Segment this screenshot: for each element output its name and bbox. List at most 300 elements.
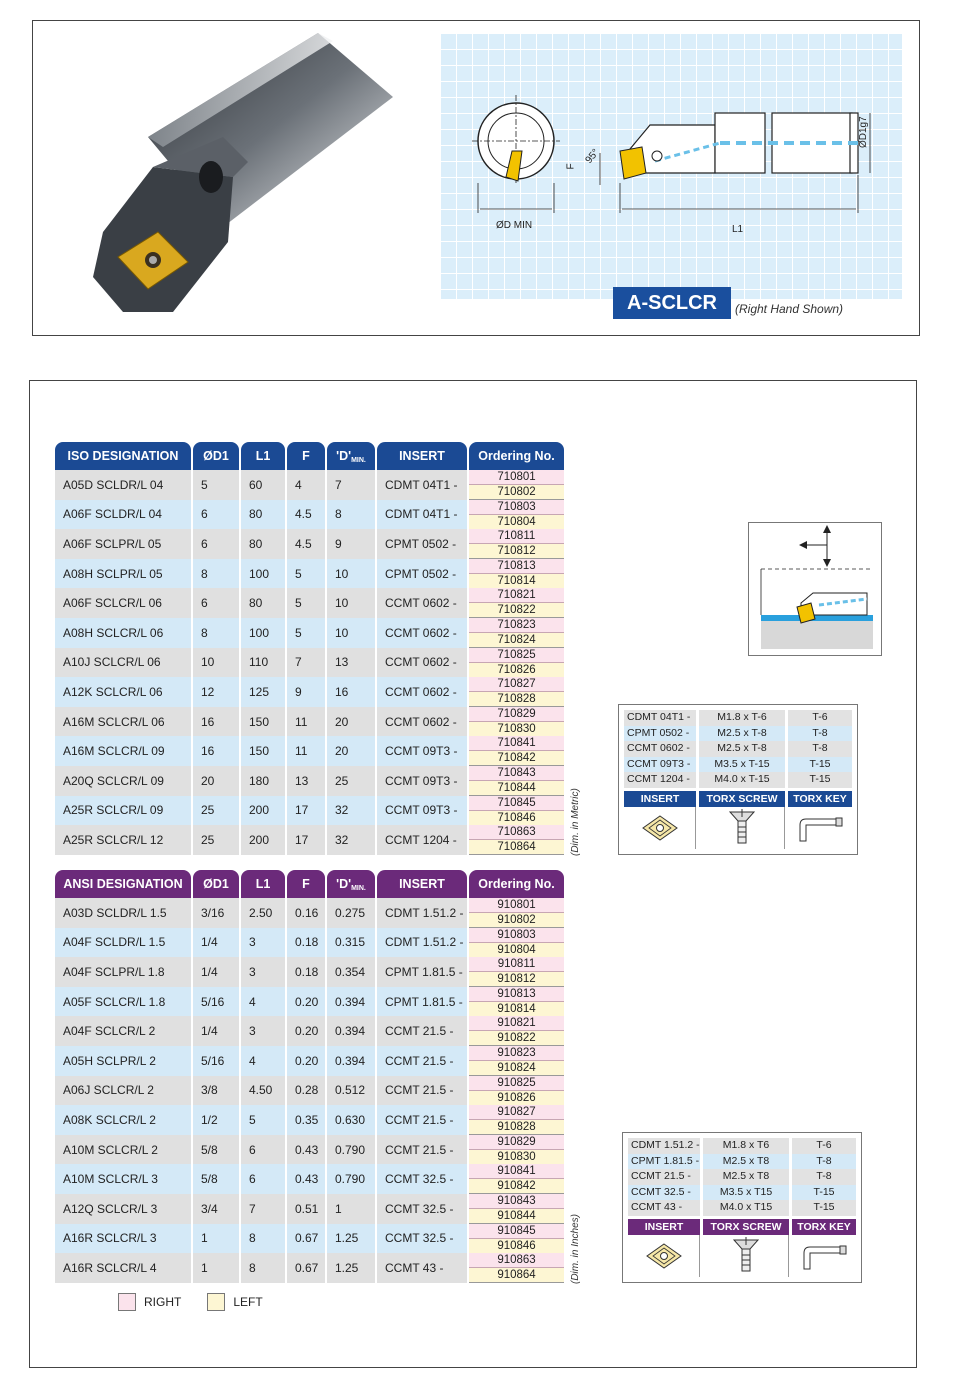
left-hand-ordering-no: 710812: [469, 544, 564, 559]
right-hand-ordering-no: 910823: [469, 1046, 564, 1061]
right-hand-ordering-no: 910845: [469, 1224, 564, 1239]
acc-insert-cell: CCMT 09T3 -: [624, 757, 696, 773]
left-hand-ordering-no: 910812: [469, 972, 564, 987]
acc-screw-cell: M4.0 x T-15: [699, 772, 785, 788]
acc-insert-cell: CDMT 04T1 -: [624, 710, 696, 726]
iso-spec-table: [53, 442, 566, 855]
d1-cell: 5/16: [193, 1046, 239, 1076]
f-cell: 0.67: [287, 1224, 325, 1254]
acc-insert-cell: CPMT 0502 -: [624, 726, 696, 742]
left-hand-ordering-no: 910864: [469, 1268, 564, 1283]
table-row: [55, 736, 564, 766]
d1-cell: 12: [193, 677, 239, 707]
torx-screw-icon: [699, 807, 785, 849]
acc-header: TORX KEY: [792, 1219, 856, 1235]
color-legend: [118, 1293, 263, 1311]
ordering-cell: [469, 1076, 564, 1106]
d1-cell: 8: [193, 618, 239, 648]
insert-cell: CPMT 0502 -: [377, 559, 467, 589]
table-row: [55, 825, 564, 855]
dmin-cell: 0.790: [327, 1164, 375, 1194]
right-hand-ordering-no: 910803: [469, 928, 564, 943]
insert-cell: CPMT 1.81.5 -: [377, 957, 467, 987]
designation-cell: A04F SCLDR/L 1.5: [55, 928, 191, 958]
f-cell: 0.35: [287, 1105, 325, 1135]
d1-cell: 25: [193, 796, 239, 826]
designation-cell: A25R SCLCR/L 12: [55, 825, 191, 855]
table-row: [55, 1016, 564, 1046]
ordering-cell: [469, 1105, 564, 1135]
insert-cell: CCMT 09T3 -: [377, 796, 467, 826]
insert-cell: CCMT 09T3 -: [377, 766, 467, 796]
l1-cell: 8: [241, 1253, 285, 1283]
insert-cell: CDMT 1.51.2 -: [377, 898, 467, 928]
l1-cell: 4.50: [241, 1076, 285, 1106]
inch-accessory-table: [622, 1132, 862, 1283]
dmin-cell: 20: [327, 707, 375, 737]
dmin-cell: 0.394: [327, 987, 375, 1017]
dmin-cell: 7: [327, 470, 375, 500]
f-cell: 0.67: [287, 1253, 325, 1283]
ordering-cell: [469, 648, 564, 678]
acc-insert-cell: CCMT 1204 -: [624, 772, 696, 788]
left-hand-ordering-no: 910824: [469, 1061, 564, 1076]
l1-cell: 150: [241, 736, 285, 766]
right-hand-ordering-no: 710845: [469, 796, 564, 811]
l1-cell: 3: [241, 957, 285, 987]
l1-cell: 5: [241, 1105, 285, 1135]
table-row: [55, 1076, 564, 1106]
acc-key-cell: T-15: [788, 772, 852, 788]
insert-icon: [628, 1235, 700, 1277]
d1-cell: 16: [193, 707, 239, 737]
designation-cell: A08H SCLPR/L 05: [55, 559, 191, 589]
insert-cell: CCMT 0602 -: [377, 618, 467, 648]
table-row: [55, 707, 564, 737]
right-hand-ordering-no: 710821: [469, 588, 564, 603]
acc-key-cell: T-8: [792, 1169, 856, 1185]
f-cell: 0.18: [287, 957, 325, 987]
acc-header: INSERT: [624, 791, 696, 807]
f-cell: 17: [287, 825, 325, 855]
f-cell: 0.43: [287, 1135, 325, 1165]
ordering-cell: [469, 928, 564, 958]
designation-cell: A16M SCLCR/L 09: [55, 736, 191, 766]
acc-screw-cell: M1.8 x T-6: [699, 710, 785, 726]
col-header: INSERT: [377, 442, 467, 470]
designation-cell: A10J SCLCR/L 06: [55, 648, 191, 678]
left-hand-ordering-no: 710864: [469, 840, 564, 855]
designation-cell: A06J SCLCR/L 2: [55, 1076, 191, 1106]
d1-cell: 6: [193, 588, 239, 618]
ordering-cell: [469, 736, 564, 766]
dmin-cell: 9: [327, 529, 375, 559]
table-row: [55, 928, 564, 958]
l1-cell: 6: [241, 1135, 285, 1165]
acc-key-cell: T-15: [792, 1200, 856, 1216]
ordering-cell: [469, 796, 564, 826]
acc-key-cell: T-15: [792, 1185, 856, 1201]
left-hand-ordering-no: 910844: [469, 1209, 564, 1224]
f-cell: 0.51: [287, 1194, 325, 1224]
acc-screw-cell: M3.5 x T15: [703, 1185, 789, 1201]
l1-cell: 3: [241, 1016, 285, 1046]
dmin-cell: 25: [327, 766, 375, 796]
table-row: [55, 898, 564, 928]
ordering-cell: [469, 898, 564, 928]
ordering-cell: [469, 529, 564, 559]
left-hand-ordering-no: 710822: [469, 603, 564, 618]
ordering-cell: [469, 1135, 564, 1165]
dmin-cell: 8: [327, 500, 375, 530]
right-hand-ordering-no: 910843: [469, 1194, 564, 1209]
dmin-cell: 0.315: [327, 928, 375, 958]
table-row: [55, 1046, 564, 1076]
ordering-cell: [469, 766, 564, 796]
col-header: L1: [241, 870, 285, 898]
l1-cell: 60: [241, 470, 285, 500]
l1-cell: 100: [241, 559, 285, 589]
ordering-cell: [469, 1194, 564, 1224]
d-min-label: ØD MIN: [496, 220, 533, 231]
left-hand-ordering-no: 710844: [469, 781, 564, 796]
left-hand-ordering-no: 710814: [469, 574, 564, 589]
col-header: '$D'_{MIN.}$: [327, 442, 375, 470]
designation-cell: A05D SCLDR/L 04: [55, 470, 191, 500]
insert-cell: CCMT 0602 -: [377, 648, 467, 678]
right-hand-ordering-no: 910825: [469, 1076, 564, 1091]
inch-unit-note: (Dim. in Inches): [570, 1213, 581, 1284]
f-cell: 9: [287, 677, 325, 707]
f-cell: 17: [287, 796, 325, 826]
product-overview-panel: [32, 20, 920, 336]
f-cell: 0.20: [287, 1016, 325, 1046]
right-hand-ordering-no: 710841: [469, 736, 564, 751]
table-row: [55, 677, 564, 707]
right-hand-ordering-no: 710811: [469, 529, 564, 544]
ordering-cell: [469, 1016, 564, 1046]
l1-cell: 200: [241, 796, 285, 826]
torx-key-icon: [788, 807, 852, 849]
d1-cell: 1/4: [193, 957, 239, 987]
table-row: [55, 957, 564, 987]
insert-cell: CCMT 32.5 -: [377, 1224, 467, 1254]
right-hand-ordering-no: 910829: [469, 1135, 564, 1150]
insert-cell: CCMT 43 -: [377, 1253, 467, 1283]
col-header: INSERT: [377, 870, 467, 898]
f-cell: 5: [287, 618, 325, 648]
d1-cell: 25: [193, 825, 239, 855]
left-hand-ordering-no: 710828: [469, 692, 564, 707]
table-row: [55, 1105, 564, 1135]
specifications-panel: [29, 380, 917, 1368]
right-hand-ordering-no: 710803: [469, 500, 564, 515]
ordering-cell: [469, 500, 564, 530]
dmin-cell: 1.25: [327, 1253, 375, 1283]
right-hand-ordering-no: 910813: [469, 987, 564, 1002]
insert-cell: CCMT 21.5 -: [377, 1046, 467, 1076]
insert-cell: CCMT 21.5 -: [377, 1135, 467, 1165]
dmin-cell: 20: [327, 736, 375, 766]
l1-cell: 180: [241, 766, 285, 796]
insert-cell: CCMT 0602 -: [377, 588, 467, 618]
acc-insert-cell: CPMT 1.81.5 -: [628, 1154, 700, 1170]
dmin-cell: 10: [327, 588, 375, 618]
left-hand-ordering-no: 910846: [469, 1239, 564, 1254]
right-swatch: [118, 1293, 136, 1311]
left-hand-ordering-no: 710842: [469, 751, 564, 766]
designation-cell: A25R SCLCR/L 09: [55, 796, 191, 826]
dmin-cell: 10: [327, 618, 375, 648]
designation-cell: A03D SCLDR/L 1.5: [55, 898, 191, 928]
col-header: Ordering No.: [469, 442, 564, 470]
designation-cell: A06F SCLCR/L 06: [55, 588, 191, 618]
table-row: [55, 529, 564, 559]
d1-cell: 5/16: [193, 987, 239, 1017]
left-swatch: [207, 1293, 225, 1311]
tool-holder-photo: [63, 27, 393, 327]
dmin-cell: 13: [327, 648, 375, 678]
dmin-cell: 0.394: [327, 1016, 375, 1046]
ordering-cell: [469, 1164, 564, 1194]
acc-insert-cell: CCMT 21.5 -: [628, 1169, 700, 1185]
f-cell: 0.20: [287, 987, 325, 1017]
d1-cell: 16: [193, 736, 239, 766]
right-hand-ordering-no: 710813: [469, 559, 564, 574]
left-hand-ordering-no: 710824: [469, 633, 564, 648]
table-row: [55, 1164, 564, 1194]
acc-screw-cell: M4.0 x T15: [703, 1200, 789, 1216]
l1-cell: 110: [241, 648, 285, 678]
insert-cell: CCMT 21.5 -: [377, 1016, 467, 1046]
left-hand-ordering-no: 910826: [469, 1091, 564, 1106]
table-row: [55, 796, 564, 826]
acc-key-cell: T-6: [792, 1138, 856, 1154]
d1-cell: 10: [193, 648, 239, 678]
insert-cell: CCMT 0602 -: [377, 677, 467, 707]
table-row: [55, 1135, 564, 1165]
col-header: ØD1: [193, 870, 239, 898]
f-cell: 0.16: [287, 898, 325, 928]
left-hand-ordering-no: 710830: [469, 722, 564, 737]
insert-icon: [624, 807, 696, 849]
dmin-cell: 1: [327, 1194, 375, 1224]
right-hand-ordering-no: 710823: [469, 618, 564, 633]
table-row: [55, 500, 564, 530]
d1-cell: 5: [193, 470, 239, 500]
col-header: ØD1: [193, 442, 239, 470]
f-cell: 11: [287, 707, 325, 737]
d1-cell: 8: [193, 559, 239, 589]
f-cell: 0.18: [287, 928, 325, 958]
insert-cell: CDMT 1.51.2 -: [377, 928, 467, 958]
acc-key-cell: T-8: [792, 1154, 856, 1170]
f-cell: 4: [287, 470, 325, 500]
insert-cell: CDMT 04T1 -: [377, 470, 467, 500]
l1-cell: 2.50: [241, 898, 285, 928]
acc-header: TORX SCREW: [703, 1219, 789, 1235]
metric-accessory-table: [618, 704, 858, 855]
designation-cell: A16M SCLCR/L 06: [55, 707, 191, 737]
right-hand-ordering-no: 710829: [469, 707, 564, 722]
insert-cell: CCMT 21.5 -: [377, 1076, 467, 1106]
d1-cell: 6: [193, 529, 239, 559]
acc-insert-cell: CCMT 43 -: [628, 1200, 700, 1216]
technical-drawing: [440, 33, 902, 299]
designation-cell: A20Q SCLCR/L 09: [55, 766, 191, 796]
ordering-cell: [469, 559, 564, 589]
left-hand-ordering-no: 710846: [469, 811, 564, 826]
model-badge: A-SCLCR: [613, 287, 731, 319]
f-cell: 7: [287, 648, 325, 678]
d1-cell: 3/8: [193, 1076, 239, 1106]
acc-insert-cell: CDMT 1.51.2 -: [628, 1138, 700, 1154]
right-hand-ordering-no: 710827: [469, 677, 564, 692]
dmin-cell: 1.25: [327, 1224, 375, 1254]
designation-cell: A08H SCLCR/L 06: [55, 618, 191, 648]
designation-cell: A08K SCLCR/L 2: [55, 1105, 191, 1135]
acc-key-cell: T-15: [788, 757, 852, 773]
f-cell: 5: [287, 559, 325, 589]
metric-unit-note: (Dim. in Metric): [570, 788, 581, 856]
dmin-cell: 0.512: [327, 1076, 375, 1106]
f-label: F: [565, 163, 577, 170]
ansi-spec-table: [53, 870, 566, 1283]
left-hand-ordering-no: 910804: [469, 943, 564, 958]
ordering-cell: [469, 957, 564, 987]
acc-header: INSERT: [628, 1219, 700, 1235]
right-hand-ordering-no: 710863: [469, 825, 564, 840]
l1-cell: 7: [241, 1194, 285, 1224]
acc-key-cell: T-8: [788, 741, 852, 757]
designation-cell: A05H SCLPR/L 2: [55, 1046, 191, 1076]
l1-cell: 125: [241, 677, 285, 707]
designation-cell: A05F SCLCR/L 1.8: [55, 987, 191, 1017]
designation-cell: A16R SCLCR/L 3: [55, 1224, 191, 1254]
right-hand-ordering-no: 910827: [469, 1105, 564, 1120]
acc-insert-cell: CCMT 0602 -: [624, 741, 696, 757]
l1-cell: 8: [241, 1224, 285, 1254]
dmin-cell: 0.630: [327, 1105, 375, 1135]
ordering-cell: [469, 470, 564, 500]
dmin-cell: 0.394: [327, 1046, 375, 1076]
d1-cell: 3/4: [193, 1194, 239, 1224]
acc-screw-cell: M3.5 x T-15: [699, 757, 785, 773]
acc-screw-cell: M2.5 x T8: [703, 1154, 789, 1170]
d1-cell: 1/4: [193, 1016, 239, 1046]
designation-cell: A04F SCLCR/L 2: [55, 1016, 191, 1046]
d1-label: ØD1g7: [858, 116, 869, 148]
f-cell: 11: [287, 736, 325, 766]
table-row: [55, 1224, 564, 1254]
left-hand-ordering-no: 710826: [469, 663, 564, 678]
ordering-cell: [469, 707, 564, 737]
dmin-cell: 16: [327, 677, 375, 707]
left-hand-ordering-no: 910828: [469, 1120, 564, 1135]
ordering-cell: [469, 987, 564, 1017]
dmin-cell: 0.354: [327, 957, 375, 987]
dmin-cell: 32: [327, 825, 375, 855]
dmin-cell: 10: [327, 559, 375, 589]
designation-cell: A16R SCLCR/L 4: [55, 1253, 191, 1283]
d1-cell: 1/2: [193, 1105, 239, 1135]
right-hand-ordering-no: 910821: [469, 1016, 564, 1031]
col-header: Ordering No.: [469, 870, 564, 898]
l1-cell: 80: [241, 529, 285, 559]
l1-cell: 80: [241, 500, 285, 530]
designation-cell: A12Q SCLCR/L 3: [55, 1194, 191, 1224]
acc-screw-cell: M2.5 x T-8: [699, 741, 785, 757]
left-hand-ordering-no: 910814: [469, 1002, 564, 1017]
legend-left-label: LEFT: [233, 1295, 263, 1309]
right-hand-ordering-no: 910811: [469, 957, 564, 972]
table-row: [55, 470, 564, 500]
ordering-cell: [469, 677, 564, 707]
acc-insert-cell: CCMT 32.5 -: [628, 1185, 700, 1201]
left-hand-ordering-no: 710802: [469, 485, 564, 500]
model-note: (Right Hand Shown): [735, 302, 844, 316]
right-hand-ordering-no: 910801: [469, 898, 564, 913]
ordering-cell: [469, 1224, 564, 1254]
acc-key-cell: T-8: [788, 726, 852, 742]
insert-cell: CPMT 1.81.5 -: [377, 987, 467, 1017]
insert-cell: CCMT 32.5 -: [377, 1164, 467, 1194]
table-row: [55, 766, 564, 796]
l1-cell: 150: [241, 707, 285, 737]
ordering-cell: [469, 1253, 564, 1283]
left-hand-ordering-no: 910830: [469, 1150, 564, 1165]
d1-cell: 5/8: [193, 1164, 239, 1194]
table-row: [55, 559, 564, 589]
left-hand-ordering-no: 910802: [469, 913, 564, 928]
acc-screw-cell: M2.5 x T8: [703, 1169, 789, 1185]
insert-cell: CCMT 32.5 -: [377, 1194, 467, 1224]
f-cell: 0.20: [287, 1046, 325, 1076]
l1-cell: 3: [241, 928, 285, 958]
insert-cell: CPMT 0502 -: [377, 529, 467, 559]
f-cell: 4.5: [287, 529, 325, 559]
designation-cell: A10M SCLCR/L 2: [55, 1135, 191, 1165]
f-cell: 5: [287, 588, 325, 618]
f-cell: 0.28: [287, 1076, 325, 1106]
right-hand-ordering-no: 710801: [469, 470, 564, 485]
insert-cell: CDMT 04T1 -: [377, 500, 467, 530]
left-hand-ordering-no: 910822: [469, 1031, 564, 1046]
col-header: ISO DESIGNATION: [55, 442, 191, 470]
ordering-cell: [469, 588, 564, 618]
dmin-cell: 32: [327, 796, 375, 826]
f-cell: 4.5: [287, 500, 325, 530]
l1-cell: 4: [241, 1046, 285, 1076]
col-header: F: [287, 870, 325, 898]
designation-cell: A06F SCLPR/L 05: [55, 529, 191, 559]
right-hand-ordering-no: 710843: [469, 766, 564, 781]
acc-key-cell: T-6: [788, 710, 852, 726]
designation-cell: A12K SCLCR/L 06: [55, 677, 191, 707]
col-header: ANSI DESIGNATION: [55, 870, 191, 898]
dmin-cell: 0.275: [327, 898, 375, 928]
l1-label: L1: [732, 224, 744, 235]
insert-cell: CCMT 0602 -: [377, 707, 467, 737]
l1-cell: 100: [241, 618, 285, 648]
right-hand-ordering-no: 910841: [469, 1164, 564, 1179]
table-row: [55, 1253, 564, 1283]
acc-header: TORX SCREW: [699, 791, 785, 807]
torx-key-icon: [792, 1235, 856, 1277]
col-header: '$D'_{MIN.}$: [327, 870, 375, 898]
insert-cell: CCMT 1204 -: [377, 825, 467, 855]
table-row: [55, 618, 564, 648]
